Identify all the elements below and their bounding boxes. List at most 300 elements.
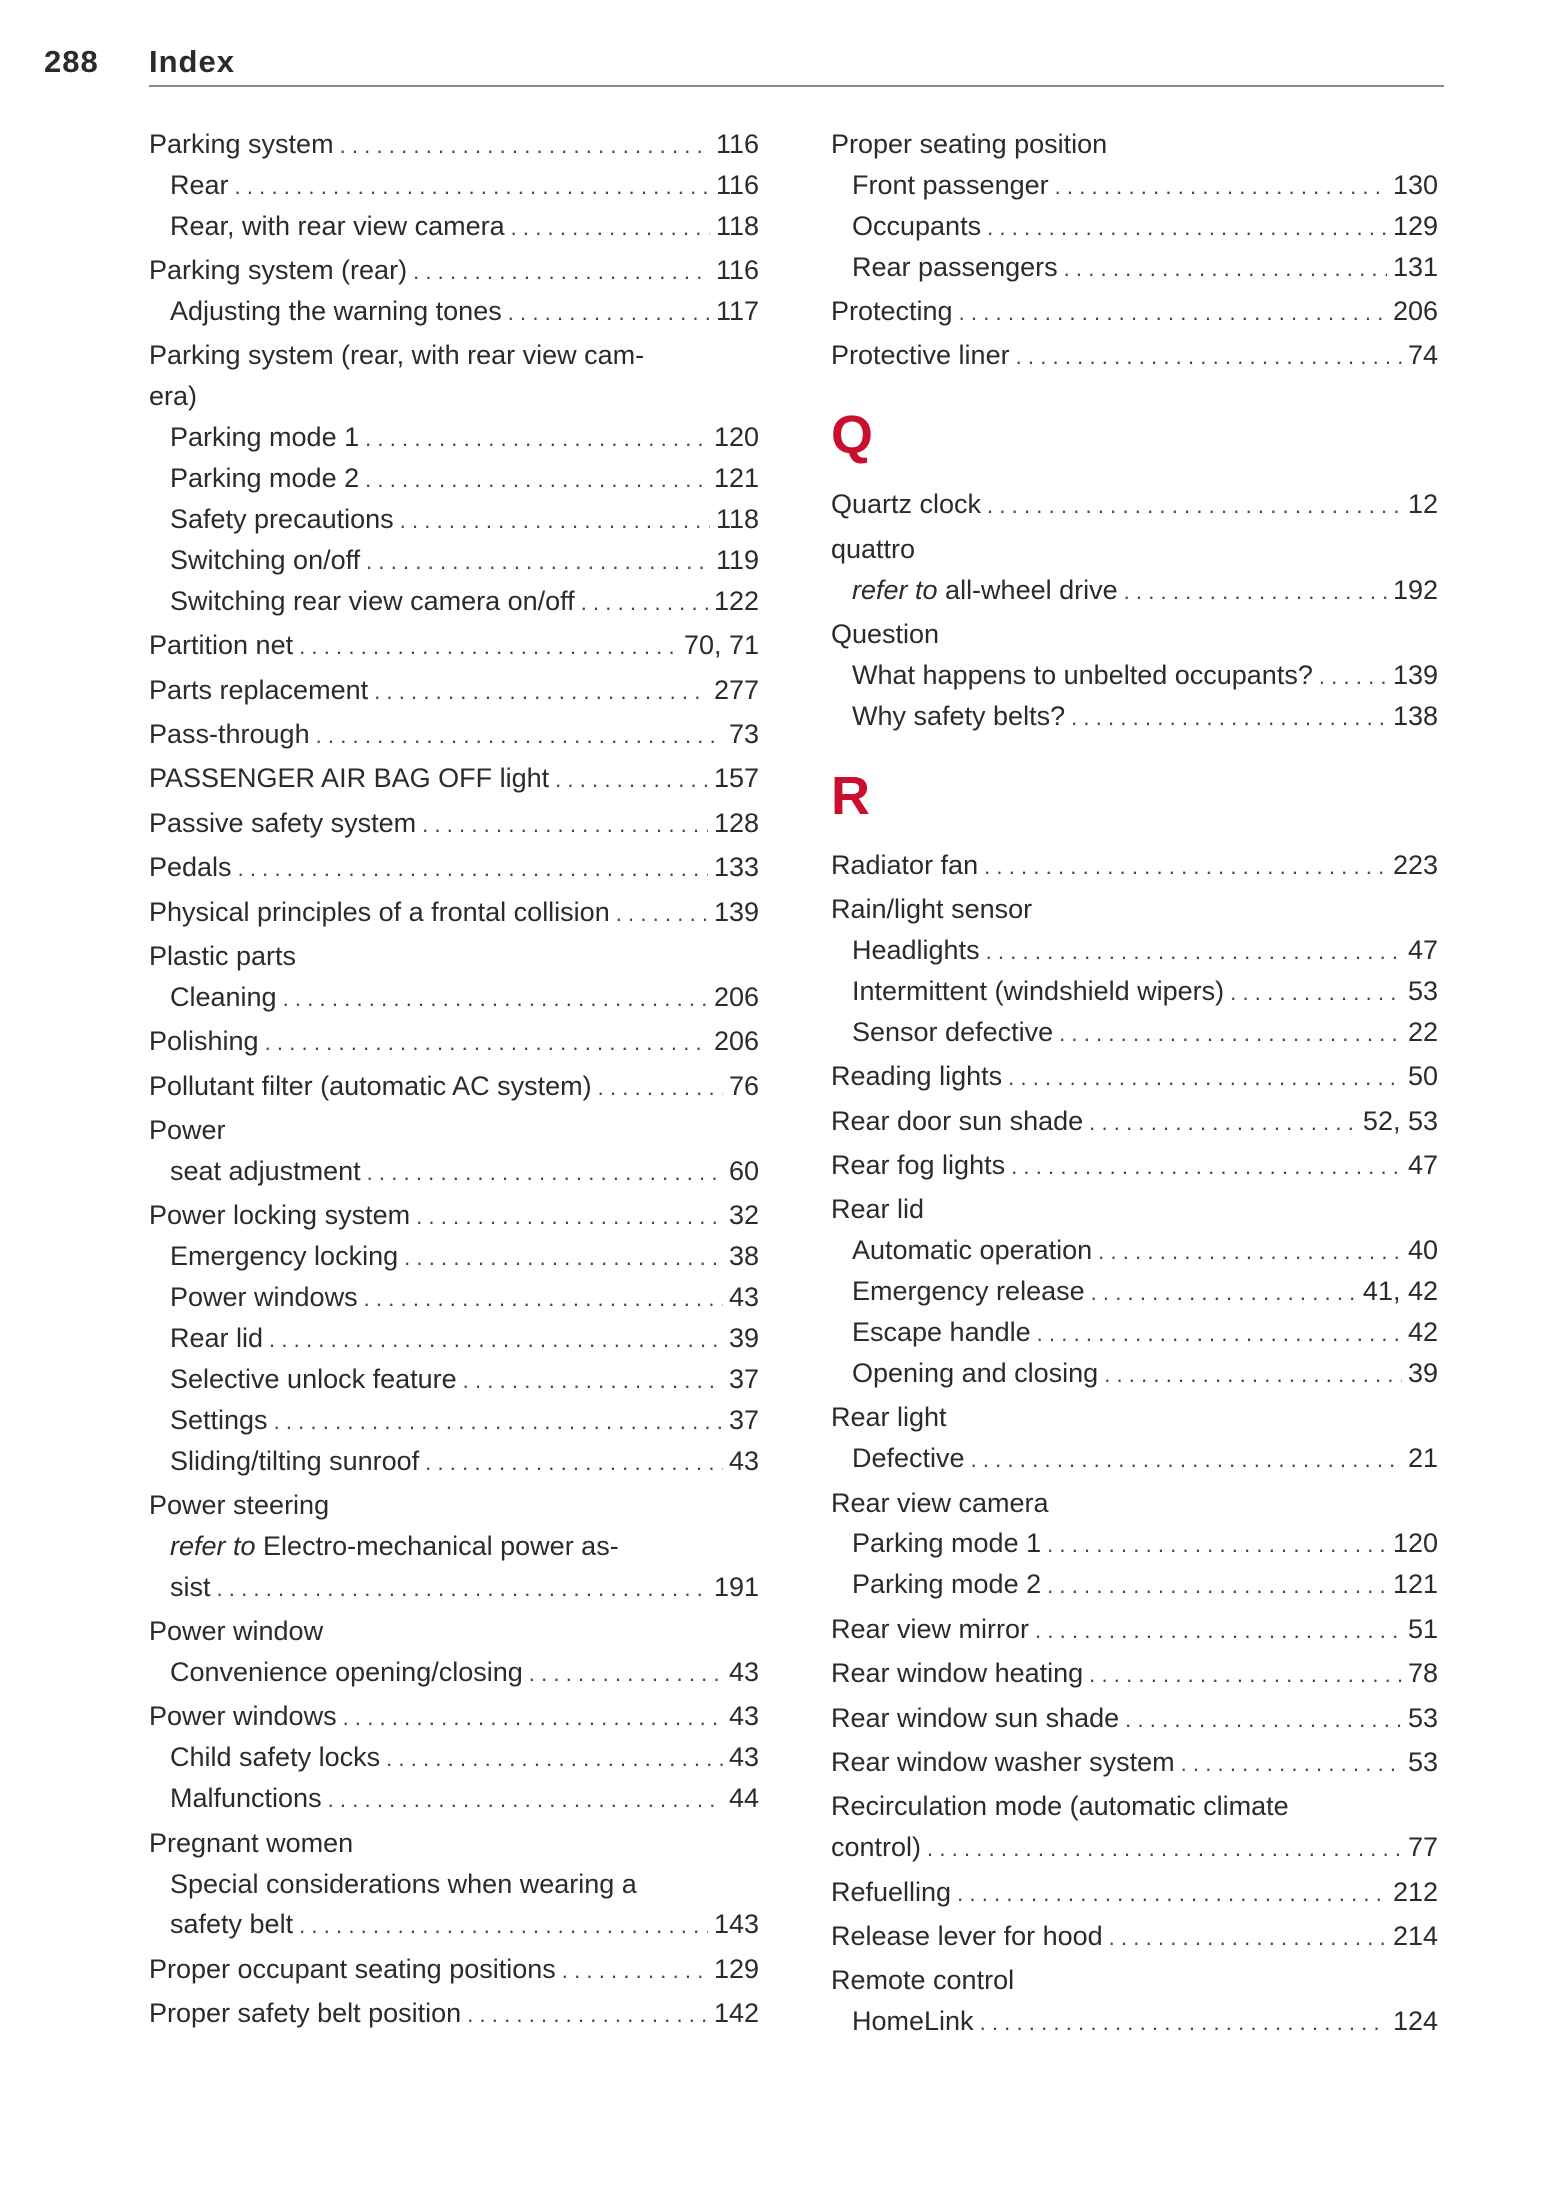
index-entry [149,847,759,888]
index-subentry [831,2001,1438,2042]
index-entry [831,1145,1438,1186]
page-reference: 206 [713,981,759,1012]
index-entry [149,1021,759,1062]
dot-leader [616,894,708,933]
entry-text: Automatic operation [852,1235,1093,1266]
dot-leader [386,1739,723,1778]
index-entry [149,1993,759,2034]
entry-text: Sliding/tilting sunroof [170,1445,420,1476]
index-entry [831,1698,1438,1739]
entry-text: Intermittent (windshield wipers) [852,975,1225,1006]
index-subentry [149,581,759,622]
dot-leader [367,1153,723,1192]
index-subentry [149,1526,759,1567]
dot-leader [299,1906,708,1945]
entry-text: quattro [831,533,916,564]
entry-text: Why safety belts? [852,700,1066,731]
dot-leader [1047,1566,1387,1605]
entry-text: control) [831,1832,922,1863]
dot-leader [971,1440,1402,1479]
entry-text: Quartz clock [831,489,982,520]
entry-text: Physical principles of a frontal collision [149,896,610,927]
dot-leader [422,805,708,844]
entry-text: Adjusting the warning tones [170,296,502,327]
dot-leader [316,716,723,755]
index-entry [149,376,759,417]
dot-leader [238,849,708,888]
index-column-right [831,124,1438,2042]
entry-text: Proper seating position [831,129,1108,159]
entry-text: Parking mode 1 [170,422,360,453]
entry-text: Pass-through [149,718,310,749]
page-reference: 124 [1392,2006,1438,2037]
index-entry [831,845,1438,886]
page-reference: 47 [1407,1149,1438,1180]
dot-leader [508,293,710,332]
dot-leader [1104,1355,1402,1394]
index-subentry [831,1230,1438,1271]
page-reference: 192 [1392,574,1438,605]
entry-text: Rear window sun shade [831,1702,1120,1733]
dot-leader [400,501,710,540]
index-entry [149,1949,759,1990]
entry-text: Proper occupant seating positions [149,1953,556,1984]
page-reference: 53 [1407,975,1438,1006]
page-reference: 73 [728,718,759,749]
entry-text: Release lever for hood [831,1920,1103,1951]
page-reference: 118 [715,210,759,241]
entry-text: Rear passengers [852,251,1058,282]
index-entry [149,758,759,799]
entry-text: Selective unlock feature [170,1363,457,1394]
page-reference: 129 [713,1953,759,1984]
entry-text: Plastic parts [149,940,297,971]
page-reference: 21 [1407,1443,1438,1474]
dot-leader [987,208,1387,247]
dot-leader [299,627,678,666]
page-reference: 129 [1392,210,1438,241]
index-subentry [831,696,1438,737]
index-subentry [149,1151,759,1192]
entry-text: Convenience opening/closing [170,1657,523,1688]
index-subentry [831,1012,1438,1053]
index-column-left [149,124,759,2034]
entry-text: Cleaning [170,981,277,1012]
index-entry [831,1483,1438,1524]
entry-text: Parking mode 1 [852,1528,1042,1559]
entry-text: Parts replacement [149,674,369,705]
entry-text: Power steering [149,1490,330,1520]
dot-leader [413,252,710,291]
dot-leader [404,1238,723,1277]
index-subentry [831,1312,1438,1353]
dot-leader [1011,1147,1402,1186]
entry-text: Parking system [149,129,334,159]
page-reference: 43 [728,1701,759,1732]
page-reference: 40 [1407,1235,1438,1266]
page-reference: 116 [715,169,759,200]
index-entry [831,1916,1438,1957]
dot-leader [1109,1918,1387,1957]
page-reference: 39 [728,1322,759,1353]
entry-text: Parking mode 2 [170,463,360,494]
dot-leader [598,1068,723,1107]
entry-text: Parking system (rear, with rear view cam- [149,340,645,371]
page-reference: 277 [713,674,759,705]
index-entry [831,1653,1438,1694]
entry-text: Reading lights [831,1061,1003,1092]
dot-leader [986,932,1402,971]
page-reference: 38 [728,1241,759,1272]
entry-text: Parking system (rear) [149,255,408,286]
entry-text: Emergency release [852,1276,1085,1307]
page-reference: 52, 53 [1362,1105,1438,1136]
dot-leader [1124,572,1387,611]
entry-text: safety belt [170,1909,294,1940]
index-entry [831,614,1438,655]
index-entry [831,1827,1438,1868]
index-subentry [149,1567,759,1608]
entry-text: Rear, with rear view camera [170,210,505,241]
page-reference: 12 [1407,489,1438,520]
page-reference: 43 [728,1657,759,1688]
dot-leader [1059,1014,1402,1053]
index-entry [149,1611,759,1652]
index-entry [831,484,1438,525]
index-subentry [831,1271,1438,1312]
page-reference: 117 [715,296,759,327]
dot-leader [1071,698,1387,737]
dot-leader [957,1874,1387,1913]
page-reference: 143 [713,1909,759,1940]
index-entry [149,1485,759,1526]
dot-leader [529,1654,723,1693]
entry-text: Headlights [852,934,980,965]
dot-leader [511,208,710,247]
entry-text: Defective [852,1443,965,1474]
dot-leader [1319,657,1387,696]
entry-text: Radiator fan [831,849,979,880]
page-reference: 50 [1407,1061,1438,1092]
dot-leader [283,979,708,1018]
index-entry [149,892,759,933]
entry-text: Pedals [149,852,232,883]
entry-text: Proper safety belt position [149,1998,462,2029]
entry-text: Rear door sun shade [831,1105,1084,1136]
dot-leader [1037,1314,1402,1353]
page-reference: 53 [1407,1746,1438,1777]
index-subentry [149,1441,759,1482]
index-entry [149,1195,759,1236]
index-entry [831,335,1438,376]
entry-text: Rear window washer system [831,1746,1175,1777]
page-reference: 206 [713,1026,759,1057]
index-subentry [831,1353,1438,1394]
page-reference: 70, 71 [683,630,759,661]
index-entry [831,1786,1438,1827]
page-number: 288 [44,44,99,79]
entry-text: seat adjustment [170,1155,361,1186]
dot-leader [217,1569,708,1608]
entry-text: Switching on/off [170,544,361,575]
entry-text: Power windows [170,1282,358,1313]
entry-text: Rear window heating [831,1658,1084,1689]
dot-leader [1035,1611,1402,1650]
cross-reference-label: refer to [852,574,938,605]
index-subentry [149,165,759,206]
dot-leader [366,542,710,581]
dot-leader [365,419,708,458]
dot-leader [340,126,710,165]
page-reference: 121 [1392,1569,1438,1600]
entry-text: Rear [170,169,229,200]
page-reference: 76 [728,1070,759,1101]
dot-leader [343,1698,723,1737]
dot-leader [555,760,708,799]
dot-leader [1008,1058,1402,1097]
page-title: Index [149,44,235,79]
index-entry [831,1742,1438,1783]
index-subentry [831,1523,1438,1564]
entry-text: Polishing [149,1026,259,1057]
dot-leader [581,583,708,622]
entry-text: Front passenger [852,169,1049,200]
entry-text: Escape handle [852,1316,1031,1347]
dot-leader [984,847,1387,886]
dot-leader [562,1951,708,1990]
index-entry [831,1960,1438,2001]
index-subentry [831,1438,1438,1479]
index-entry [831,124,1438,165]
index-entry [149,124,759,165]
index-entry [831,529,1438,570]
entry-text: Rear lid [831,1194,925,1225]
index-entry [149,1823,759,1864]
page-reference: 42 [1407,1316,1438,1347]
entry-text: Rear fog lights [831,1149,1006,1180]
entry-text: Power window [149,1616,324,1647]
entry-text: Power locking system [149,1200,411,1231]
page-reference: 120 [713,422,759,453]
index-subentry [149,977,759,1018]
dot-leader [927,1829,1402,1868]
page-reference: 74 [1407,340,1438,371]
page-reference: 157 [713,763,759,794]
page-reference: 37 [728,1404,759,1435]
entry-text: era) [149,381,198,412]
page-reference: 119 [715,544,759,575]
page-reference: 78 [1407,1658,1438,1689]
page-reference: 138 [1392,700,1438,731]
page-reference: 212 [1392,1876,1438,1907]
index-subentry [831,971,1438,1012]
index-subentry [149,1277,759,1318]
index-subentry [149,1318,759,1359]
entry-text: Malfunctions [170,1783,322,1814]
index-entry [831,1609,1438,1650]
page-reference: 139 [713,896,759,927]
entry-text: Switching rear view camera on/off [170,585,575,616]
dot-leader [274,1402,723,1441]
index-subentry [149,1864,759,1905]
index-entry [149,670,759,711]
entry-text: Power [149,1114,226,1145]
index-entry [149,803,759,844]
entry-text: Rain/light sensor [831,894,1033,925]
dot-leader [1089,1103,1357,1142]
dot-leader [269,1320,723,1359]
page-reference: 223 [1392,849,1438,880]
index-entry [831,889,1438,930]
entry-text: Pregnant women [149,1827,354,1858]
dot-leader [374,672,708,711]
index-subentry [149,291,759,332]
page-reference: 77 [1407,1832,1438,1863]
entry-text: Protective liner [831,340,1010,371]
entry-text: Parking mode 2 [852,1569,1042,1600]
entry-text: Opening and closing [852,1357,1099,1388]
index-subentry [149,1236,759,1277]
page-reference: 118 [715,504,759,535]
page-reference: 139 [1392,659,1438,690]
page-reference: 60 [728,1155,759,1186]
page-reference: 121 [713,463,759,494]
header-rule [149,85,1444,87]
entry-text: Refuelling [831,1876,952,1907]
entry-text: Settings [170,1404,268,1435]
index-subentry [831,570,1438,611]
page-reference: 206 [1392,296,1438,327]
entry-text: Remote control [831,1965,1015,1996]
index-entry [831,1101,1438,1142]
dot-leader [959,293,1387,332]
index-subentry [149,499,759,540]
page-reference: 37 [728,1363,759,1394]
page-reference: 122 [713,585,759,616]
index-entry [149,714,759,755]
index-subentry [149,1904,759,1945]
index-subentry [831,247,1438,288]
page-reference: 130 [1392,169,1438,200]
dot-leader [425,1443,723,1482]
index-entry [831,1397,1438,1438]
entry-text: Rear light [831,1402,947,1433]
section-letter: R [831,765,870,826]
dot-leader [1089,1655,1402,1694]
dot-leader [328,1780,723,1819]
dot-leader [1098,1232,1402,1271]
index-entry [831,1189,1438,1230]
entry-text: Pollutant filter (automatic AC system) [149,1070,592,1101]
section-letter: Q [831,405,874,466]
dot-leader [980,2003,1387,2042]
entry-text: What happens to unbelted occupants? [852,659,1313,690]
dot-leader [416,1197,723,1236]
page-reference: 41, 42 [1362,1276,1438,1307]
index-subentry [831,206,1438,247]
dot-leader [1016,337,1402,376]
page-reference: 43 [728,1742,759,1773]
index-subentry [149,1737,759,1778]
index-subentry [149,1359,759,1400]
index-entry [149,936,759,977]
entry-text: Passive safety system [149,807,417,838]
dot-leader [365,460,708,499]
index-entry [831,1056,1438,1097]
entry-text: Partition net [149,630,294,661]
page-reference: 22 [1407,1016,1438,1047]
entry-text: Sensor defective [852,1016,1054,1047]
index-entry [831,1872,1438,1913]
dot-leader [463,1361,723,1400]
index-entry [149,1110,759,1151]
index-subentry [831,1564,1438,1605]
page-reference: 120 [1392,1528,1438,1559]
entry-text: Rear view camera [831,1487,1049,1518]
page-reference: 128 [713,807,759,838]
index-entry [149,250,759,291]
index-subentry [831,165,1438,206]
dot-leader [265,1023,708,1062]
entry-text: Special considerations when wearing a [170,1868,637,1899]
entry-text: HomeLink [852,2006,974,2037]
dot-leader [1055,167,1387,206]
dot-leader [467,1995,708,2034]
dot-leader [235,167,710,206]
page-reference: 39 [1407,1357,1438,1388]
page-reference: 43 [728,1282,759,1313]
entry-text: sist [170,1571,211,1602]
index-subentry [149,1652,759,1693]
page-reference: 32 [728,1200,759,1231]
page-reference: 44 [728,1783,759,1814]
index-subentry [831,655,1438,696]
index-subentry [149,417,759,458]
page-reference: 191 [713,1571,759,1602]
dot-leader [1064,249,1387,288]
index-subentry [149,206,759,247]
page-reference: 116 [715,255,759,286]
page-reference: 131 [1392,251,1438,282]
dot-leader [1047,1525,1387,1564]
index-subentry [149,1778,759,1819]
entry-text: all-wheel drive [937,574,1118,605]
page-header [44,38,1444,88]
page-reference: 214 [1392,1920,1438,1951]
page-reference: 47 [1407,934,1438,965]
index-subentry [149,458,759,499]
page-reference: 53 [1407,1702,1438,1733]
entry-text: Protecting [831,296,953,327]
index-subentry [831,930,1438,971]
page-reference: 116 [715,129,759,159]
dot-leader [1230,973,1402,1012]
entry-text: Rear view mirror [831,1613,1030,1644]
dot-leader [364,1279,723,1318]
page-reference: 142 [713,1998,759,2029]
index-entry [149,335,759,376]
dot-leader [1125,1700,1402,1739]
index-entry [149,1696,759,1737]
entry-text: PASSENGER AIR BAG OFF light [149,763,550,794]
dot-leader [1181,1744,1402,1783]
entry-text: Recirculation mode (automatic climate [831,1791,1289,1822]
index-entry [149,625,759,666]
index-entry [149,1066,759,1107]
entry-text: Emergency locking [170,1241,399,1272]
entry-text: Safety precautions [170,504,394,535]
index-subentry [149,540,759,581]
